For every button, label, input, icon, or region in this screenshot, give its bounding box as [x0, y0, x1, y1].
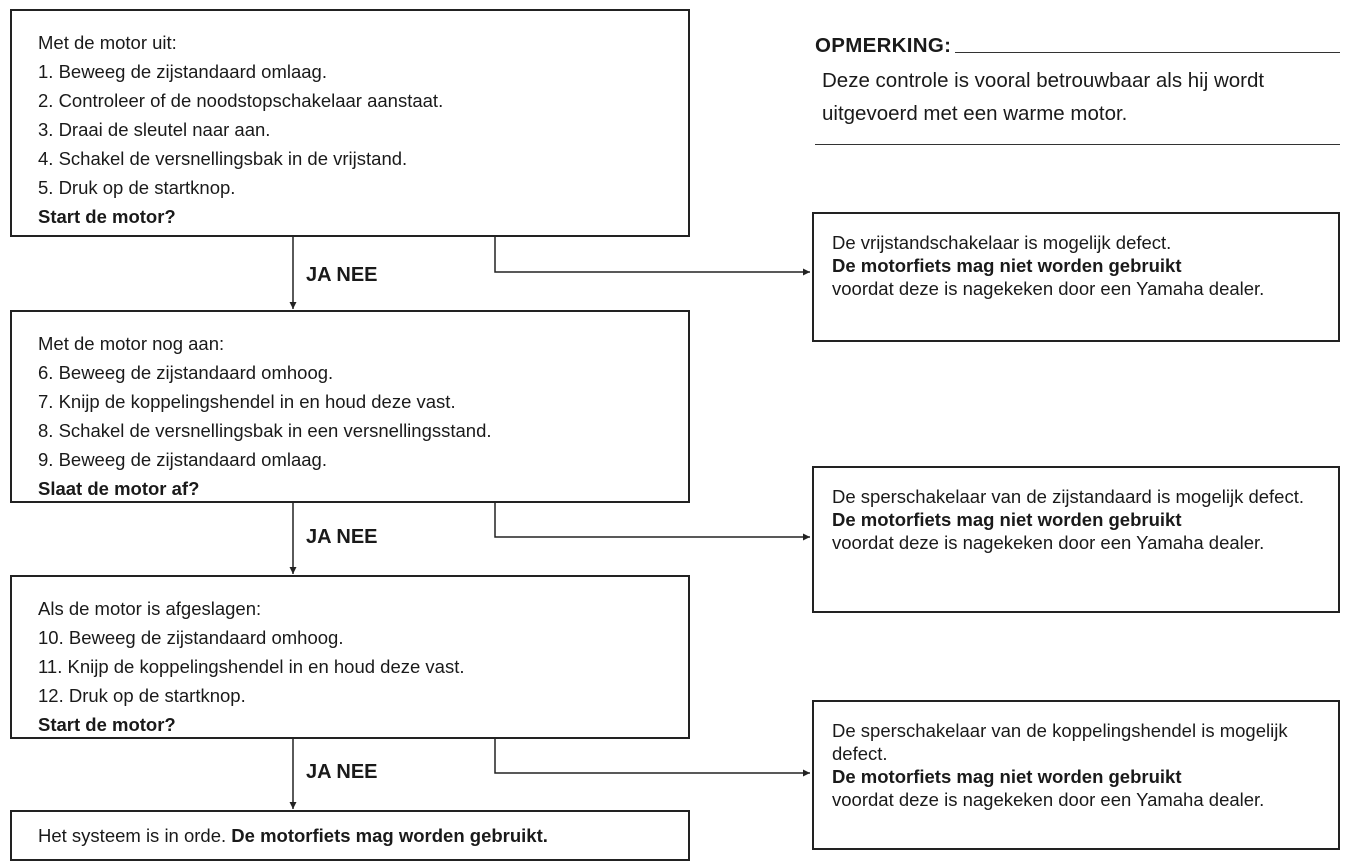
final-result-box	[10, 810, 690, 861]
step-box-3	[10, 575, 690, 739]
step-item: 6. Beweeg de zijstandaard omhoog.	[38, 362, 334, 383]
step-item: 1. Beweeg de zijstandaard omlaag.	[38, 61, 327, 82]
step-item: 12. Druk op de startknop.	[38, 685, 246, 706]
step-item: 11. Knijp de koppelingshendel in en houd deze vast.	[38, 656, 465, 677]
step-question: Slaat de motor af?	[38, 478, 200, 499]
note-header	[815, 34, 1340, 58]
result-text: voordat deze is nagekeken door een Yamaha dealer.	[832, 532, 1265, 553]
step-item: 4. Schakel de versnellingsbak in de vrijstand.	[38, 148, 408, 169]
final-bold-text: De motorfiets mag worden gebruikt.	[231, 825, 548, 846]
answer-label-1: JA NEE	[306, 264, 378, 286]
result-text: De vrijstandschakelaar is mogelijk defect.	[832, 232, 1172, 253]
note-title-rule	[955, 52, 1340, 53]
note-title: OPMERKING:	[815, 34, 952, 57]
step-item: 8. Schakel de versnellingsbak in een versnellingsstand.	[38, 420, 492, 441]
step-item: 9. Beweeg de zijstandaard omlaag.	[38, 449, 327, 470]
result-text: voordat deze is nagekeken door een Yamaha dealer.	[832, 789, 1265, 810]
result-box-2	[812, 466, 1340, 613]
note-block	[815, 34, 1340, 145]
result-box-3	[812, 700, 1340, 850]
step-question: Start de motor?	[38, 206, 176, 227]
step-box-1	[10, 9, 690, 237]
final-text: Het systeem is in orde.	[38, 825, 227, 846]
arrow-no-3	[495, 738, 810, 773]
result-warning: De motorfiets mag niet worden gebruikt	[832, 255, 1182, 276]
step-box-2	[10, 310, 690, 503]
result-warning: De motorfiets mag niet worden gebruikt	[832, 766, 1182, 787]
step-item: 5. Druk op de startknop.	[38, 177, 236, 198]
arrow-no-1	[495, 236, 810, 272]
result-warning: De motorfiets mag niet worden gebruikt	[832, 509, 1182, 530]
result-text: De sperschakelaar van de zijstandaard is mogelijk defect.	[832, 486, 1304, 507]
step-question: Start de motor?	[38, 714, 176, 735]
answer-label-2: JA NEE	[306, 526, 378, 548]
step-intro: Met de motor uit:	[38, 32, 177, 53]
step-item: 3. Draai de sleutel naar aan.	[38, 119, 271, 140]
note-bottom-rule	[815, 144, 1340, 145]
step-intro: Als de motor is afgeslagen:	[38, 598, 262, 619]
step-item: 7. Knijp de koppelingshendel in en houd deze vast.	[38, 391, 456, 412]
result-text: De sperschakelaar van de koppelingshendel is mogelijk defect.	[832, 720, 1288, 764]
note-body: Deze controle is vooral betrouwbaar als hij wordt uitgevoerd met een warme motor.	[822, 69, 1265, 125]
step-item: 10. Beweeg de zijstandaard omhoog.	[38, 627, 344, 648]
step-item: 2. Controleer of de noodstopschakelaar aanstaat.	[38, 90, 444, 111]
answer-label-3: JA NEE	[306, 761, 378, 783]
result-text: voordat deze is nagekeken door een Yamaha dealer.	[832, 278, 1265, 299]
arrow-no-2	[495, 502, 810, 537]
step-intro: Met de motor nog aan:	[38, 333, 225, 354]
result-box-1	[812, 212, 1340, 342]
